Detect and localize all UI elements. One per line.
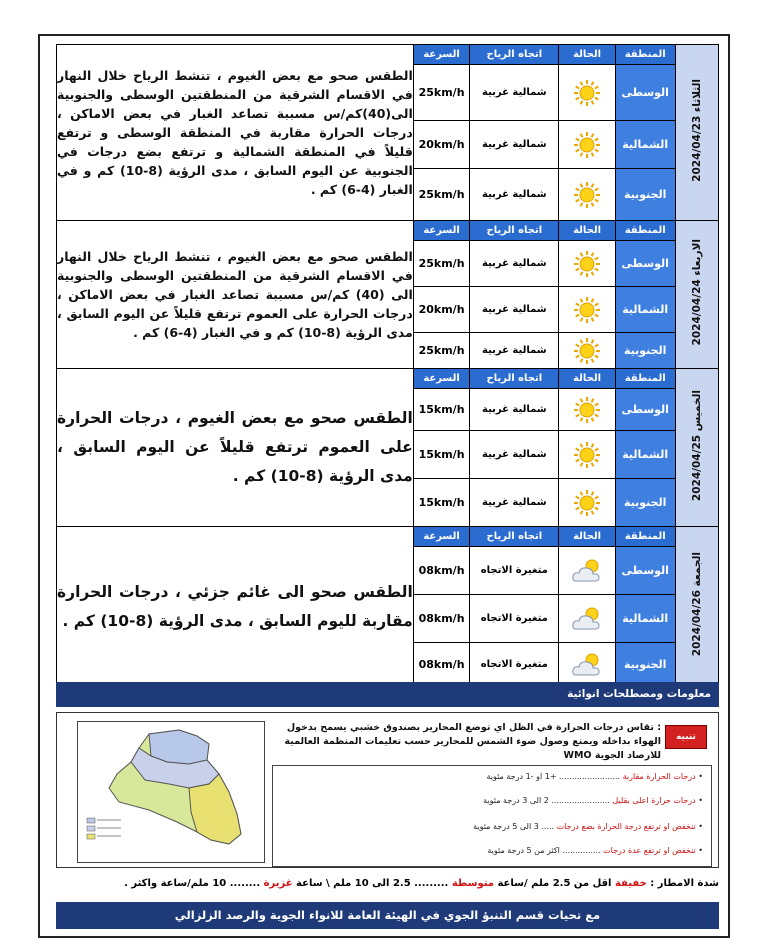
- wind-direction: شمالية غربية: [470, 65, 559, 121]
- iraq-regions-map: [77, 721, 265, 863]
- day-label: الخميس 2024/04/25: [690, 389, 703, 502]
- region-name: الوسطى: [615, 547, 675, 595]
- header-speed: السرعة: [413, 369, 470, 389]
- rain-light: خفيفة: [614, 878, 647, 889]
- header-region: المنطقة: [615, 45, 675, 65]
- day-label-cell: [675, 527, 718, 687]
- day-label-cell: [675, 45, 718, 221]
- header-condition: الحالة: [559, 369, 616, 389]
- sun-icon: [559, 121, 616, 169]
- term-name: درجات حرارة اعلى بقليل: [612, 796, 696, 805]
- day-label-cell: [675, 221, 718, 369]
- header-region: المنطقة: [615, 527, 675, 547]
- region-name: الشمالية: [615, 595, 675, 643]
- term-item: • تنخفض او ترتفع عدة درجات ............... اكثر من 5 درجة مئوية: [487, 846, 703, 855]
- info-section-title: معلومات ومصطلحات انوائية: [56, 682, 719, 707]
- sun-icon: [559, 169, 616, 221]
- term-item: • درجات حرارة اعلى بقليل ....................... 2 الى 3 درجة مئوية: [483, 796, 703, 805]
- rain-intensity-line: [56, 873, 719, 895]
- region-name: الوسطى: [615, 389, 675, 431]
- header-wind-direction: اتجاه الرياح: [470, 369, 559, 389]
- header-wind-direction: اتجاه الرياح: [470, 527, 559, 547]
- wind-direction: شمالية غربية: [470, 287, 559, 333]
- sun-icon: [559, 333, 616, 369]
- wind-speed: 25km/h: [413, 65, 470, 121]
- warning-note: [267, 717, 711, 759]
- header-region: المنطقة: [615, 369, 675, 389]
- header-condition: الحالة: [559, 45, 616, 65]
- day-forecast-text: الطقس صحو مع بعض الغيوم ، تنشط الرياح خلال النهار في الاقسام الشرقية من المنطقتين الوسطى والجنوبية الى (40) كم/س مسببة تصاعد الغبار في بعض الاماكن ، درجات الحرارة على العموم ترتفع قليلاً عن اليوم السابق ، مدى الرؤية (8-10) كم و في الغبار (4-6) كم .: [57, 221, 414, 369]
- wind-speed: 25km/h: [413, 241, 470, 287]
- region-name: الشمالية: [615, 121, 675, 169]
- header-condition: الحالة: [559, 527, 616, 547]
- wind-direction: شمالية غربية: [470, 121, 559, 169]
- wind-speed: 15km/h: [413, 431, 470, 479]
- wind-speed: 15km/h: [413, 389, 470, 431]
- region-name: الوسطى: [615, 241, 675, 287]
- wind-speed: 08km/h: [413, 643, 470, 687]
- wind-direction: شمالية غربية: [470, 389, 559, 431]
- sun-icon: [559, 479, 616, 527]
- header-condition: الحالة: [559, 221, 616, 241]
- header-wind-direction: اتجاه الرياح: [470, 221, 559, 241]
- header-speed: السرعة: [413, 45, 470, 65]
- wind-speed: 20km/h: [413, 287, 470, 333]
- wind-direction: شمالية غربية: [470, 479, 559, 527]
- term-desc: ............... اكثر من 5 درجة مئوية: [487, 846, 601, 855]
- rain-heavy: غزيرة: [263, 878, 293, 889]
- wind-direction: شمالية غربية: [470, 241, 559, 287]
- region-name: الشمالية: [615, 287, 675, 333]
- wind-speed: 25km/h: [413, 169, 470, 221]
- day-forecast-text: الطقس صحو الى غائم جزئي ، درجات الحرارة مقاربة لليوم السابق ، مدى الرؤية (8-10) كم .: [57, 527, 414, 687]
- region-name: الجنوبية: [615, 169, 675, 221]
- wind-speed: 08km/h: [413, 547, 470, 595]
- day-forecast-text: الطقس صحو مع بعض الغيوم ، تنشط الرياح خلال النهار في الاقسام الشرقية من المنطقتين الوسطى والجنوبية الى(40)كم/س مسببة تصاعد الغبار في بعض الاماكن ، درجات الحرارة مقاربة في المنطقة الوسطى و ترتفع قليلاً في المنطقة الشمالية و ترتفع بضع درجات في الجنوبية عن اليوم السابق ، مدى الرؤية (8-10) كم و في الغبار (4-6) كم .: [57, 45, 414, 221]
- info-box: [56, 712, 719, 868]
- partly-cloudy-icon: [559, 547, 616, 595]
- term-desc: ..... 3 الى 5 درجة مئوية: [473, 822, 555, 831]
- sun-icon: [559, 389, 616, 431]
- region-name: الجنوبية: [615, 333, 675, 369]
- wind-direction: شمالية غربية: [470, 169, 559, 221]
- day-forecast-text: الطقس صحو مع بعض الغيوم ، درجات الحرارة على العموم ترتفع قليلاً عن اليوم السابق ، مدى الرؤية (8-10) كم .: [57, 369, 414, 527]
- rain-moderate-desc: ......... 2.5 الى 10 ملم \ ساعة: [296, 878, 449, 889]
- region-name: الوسطى: [615, 65, 675, 121]
- term-name: تنخفض او ترتفع عدة درجات: [603, 846, 696, 855]
- wind-direction: شمالية غربية: [470, 431, 559, 479]
- day-label: الاربعاء 2024/04/24: [690, 239, 703, 346]
- rain-label: شدة الامطار :: [650, 878, 719, 889]
- partly-cloudy-icon: [559, 595, 616, 643]
- header-wind-direction: اتجاه الرياح: [470, 45, 559, 65]
- term-item: • درجات الحرارة مقاربة ........................ +1 او -1 درجة مئوية: [486, 772, 703, 781]
- terms-list: [272, 765, 712, 867]
- term-desc: ....................... 2 الى 3 درجة مئوية: [483, 796, 610, 805]
- wind-speed: 15km/h: [413, 479, 470, 527]
- header-speed: السرعة: [413, 221, 470, 241]
- wind-direction: متغيرة الاتجاه: [470, 595, 559, 643]
- wind-speed: 08km/h: [413, 595, 470, 643]
- warning-text: : تقاس درجات الحرارة في الظل اي توضع المحارير بصندوق خشبي يسمح بدخول الهواء بداخله ويمنع وصول ضوء الشمس للمحارير حسب تعليمات المنظمة العالمية للارصاد الجوية WMO: [284, 722, 661, 761]
- wind-direction: متغيرة الاتجاه: [470, 547, 559, 595]
- wind-speed: 20km/h: [413, 121, 470, 169]
- day-label: الجمعة 2024/04/26: [690, 552, 703, 657]
- warning-badge: تنبيه: [665, 725, 707, 749]
- wind-speed: 25km/h: [413, 333, 470, 369]
- wind-direction: متغيرة الاتجاه: [470, 643, 559, 687]
- sun-icon: [559, 241, 616, 287]
- wind-direction: شمالية غربية: [470, 333, 559, 369]
- region-name: الجنوبية: [615, 643, 675, 687]
- term-name: تنخفض او ترتفع درجة الحرارة بضع درجات: [556, 822, 696, 831]
- header-region: المنطقة: [615, 221, 675, 241]
- term-name: درجات الحرارة مقاربة: [622, 772, 696, 781]
- header-speed: السرعة: [413, 527, 470, 547]
- day-label: الثلاثاء 2024/04/23: [690, 79, 703, 182]
- footer-credit: مع تحيات قسم التنبؤ الجوي في الهيئة العامة للانواء الجوية والرصد الزلزالي: [56, 902, 719, 929]
- rain-heavy-desc: ........ 10 ملم/ساعة واكثر .: [124, 878, 261, 889]
- region-name: الجنوبية: [615, 479, 675, 527]
- partly-cloudy-icon: [559, 643, 616, 687]
- forecast-table: [56, 44, 719, 687]
- region-name: الشمالية: [615, 431, 675, 479]
- term-desc: ........................ +1 او -1 درجة مئوية: [486, 772, 621, 781]
- sun-icon: [559, 431, 616, 479]
- day-label-cell: [675, 369, 718, 527]
- rain-moderate: متوسطة: [451, 878, 494, 889]
- term-item: • تنخفض او ترتفع درجة الحرارة بضع درجات ..... 3 الى 5 درجة مئوية: [473, 822, 703, 831]
- rain-light-desc: اقل من 2.5 ملم /ساعة: [497, 878, 612, 889]
- sun-icon: [559, 287, 616, 333]
- sun-icon: [559, 65, 616, 121]
